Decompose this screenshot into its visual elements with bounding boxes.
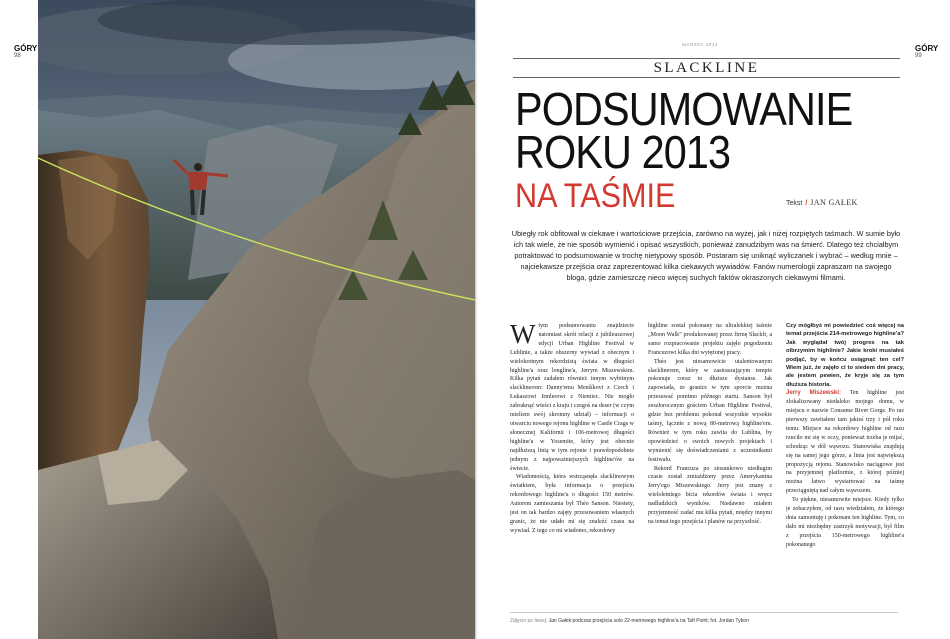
headline (515, 83, 853, 178)
byline-slash: / (805, 200, 808, 207)
page-gutter (475, 0, 478, 639)
caption-divider (510, 612, 898, 613)
folio-page-number: 99 (915, 53, 922, 59)
headline-line-2: ROKU 2013 (515, 126, 731, 178)
folio-page-number: 98 (14, 53, 21, 59)
folio-section: GÓRY (915, 44, 939, 53)
lead-paragraph: Ubiegły rok obfitował w ciekawe i wartościowe przejścia, zarówno na wyżej, jak i niżej rozpiętych taśmach. W sumie było ich tak wiele, że nie sposób wymienić i opisać wszystkich, ponieważ zanudzibym was na śmierć. Dlatego też chciałbym potraktować to podsumowanie w trochę nietypowy sposób. Postaram się uniknąć wyliczanek i wybrać – według mnie – najciekawsze przejścia oraz zaprezentować kilka ciekawych wywiadów. Fanów numerologii zapraszam na swojego bloga, gdzie zamieszczę nieco więcej suchych faktów okraszonych ciekawymi filmami. (511, 229, 901, 282)
col1-paragraph: tym podsumowaniu znajdziecie natomiast skrót relacji z jubileuszowej edycji Urban Highline Festival w Lublinie, a także obszerny wywiad z obecnym i wielokrotnym rekordzistą świata w długości highline'a oraz longline'a, Jerrym Miszewskim. Kilka pytań zadałem również innym wybitnym slacklinerom: Danny'emu Menšíkovi z Czech i Łukaszowi Irmlerowi z Niemiec. Nie mogło zabraknąć wieści z kraju i czegoś na deser (w czym mieliem swój skromny udział) – informacji o otwarciu nowego rejonu highline w Castle Crags w słonecznej Kalifornii i 106-metrowej długości highline'a w Yosemite, który jest obecnie najdłuższą linią w tym rejonie i prawdopodobnie jednym z najpoważniejszych highline'ów na świecie. (510, 323, 634, 472)
headline-line-1: PODSUMOWANIE (515, 83, 853, 135)
byline (786, 198, 858, 207)
subhead: NA TAŚMIE (515, 177, 676, 215)
interview-question: Czy mógłbyś mi powiedzieć coś więcej na temat przejścia 214-metrowego highline'a? Jak wyglądał twój progres na tak olbrzymim highlinie? Jakie kroki musiałeś podjąć, by w końcu osiągnąć ten cel? Wiem już, że zajęło ci to siedem dni pracy, ale jestem pewien, że kryje się za tym dłuższa historia. (786, 323, 904, 388)
caption-text: Jan Gałek podczas przejścia solo 22-metrowego highline'a na Taft Point; fot. Jordan Tybon (548, 618, 749, 624)
col2-paragraph: Théo jest niesamowicie utalentowanym slacklinerem, który w zastraszającym tempie pokonuje coraz to dłuższe dystanse. Jak zapowiada, że granice w tym sporcie można przesuwać pomimo późnego startu. Sanson był zeszłorocznym gościem Urban Highline Festival, gdzie bez problemu pokonał wszystkie wysokie taśmy, łącznie z nową 80-metrową highline'em. Również w tym roku zawita do Lublina, by opowiedzieć o swoich nowych projektach i wymienić się doświadczeniami z uczestnikami festiwalu. (648, 358, 772, 463)
section-label: SLACKLINE (513, 58, 900, 78)
photo-caption (510, 618, 749, 624)
folio-section: GÓRY (14, 44, 38, 53)
article-column-1 (510, 322, 634, 592)
right-folio (915, 44, 938, 59)
byline-label: Tekst (786, 200, 803, 207)
interview-answer: To piękne, niesamowite miejsce. Kiedy tylko je zobaczyłem, od razu wiedziałem, że którego dnia zamontuję i pokonam ten highline. Tym, co dało mi niezbędny zastrzyk motywacji, był film z przejścia 150-metrowego highline'a pokonanego (786, 497, 904, 548)
caption-label: Zdjęcie po lewej: (510, 618, 548, 624)
article-column-3 (786, 322, 904, 592)
slackline-photo (38, 0, 475, 639)
col1-paragraph: Wiadomością, która wstrząsnęła slacklinowym światkiem, była informacja o przejściu rekordowego highline'a o długości 150 metrów. Autorem zamieszania był Théo Sanson. Niestety, jest on tak bardzo zajęty przesuwaniem własnych granic, że nie udało mi się znaleźć czasu na wywiad. Z tego co mi wiadomo, rekordowy (510, 474, 634, 534)
byline-author: JAN GAŁEK (810, 198, 858, 207)
interviewee-name: Jerry Miszewski: (786, 390, 841, 397)
article-column-2 (648, 322, 772, 592)
interview-answer: Ten highline jest zlokalizowany niedaleko mojego domu, w miejscu o nazwie Consume River Gorge. Po raz pierwszy zawitałem tam jakieś trzy i pół roku temu. Miejsce na rekordowy highline od razu rzuciło mi się w oczy, ponieważ trzeba je mijać, schodząc w dół wąwozu. Stanowiska znajdują się na samej jego górze, a linia jest największą propozycją rejonu. Stanowisko naciągowe jest na przyjemnej platformie, z której później można łatwo wystartować na taśmę przeciągniętą nad całym wąwozem. (786, 390, 904, 495)
col2-paragraph: highline został pokonany na ultralekkiej taśmie „Moon Walk” produkowanej przez firmę Slackfr, a samo rozpracowanie projektu zajęło pogodzeniu Francuzowi kilka dni wytężonej pracy. (648, 323, 772, 356)
col2-paragraph: Rekord Francuza po stosunkowo niedługim czasie został zmiażdżony przez Amerykanina Jerry'ego Miszewskiego. Jerry jest znany z wieloletniego bicia rekordów świata i wręcz nadludzkich wyników. Niedawno miałem przyjemność zadać mu kilka pytań, między innymi na temat tego przejścia i planów na przyszłość. (648, 465, 772, 525)
issue-date: MARZEC 2014 (682, 42, 718, 47)
drop-cap: W (510, 322, 536, 349)
left-folio (14, 44, 37, 59)
